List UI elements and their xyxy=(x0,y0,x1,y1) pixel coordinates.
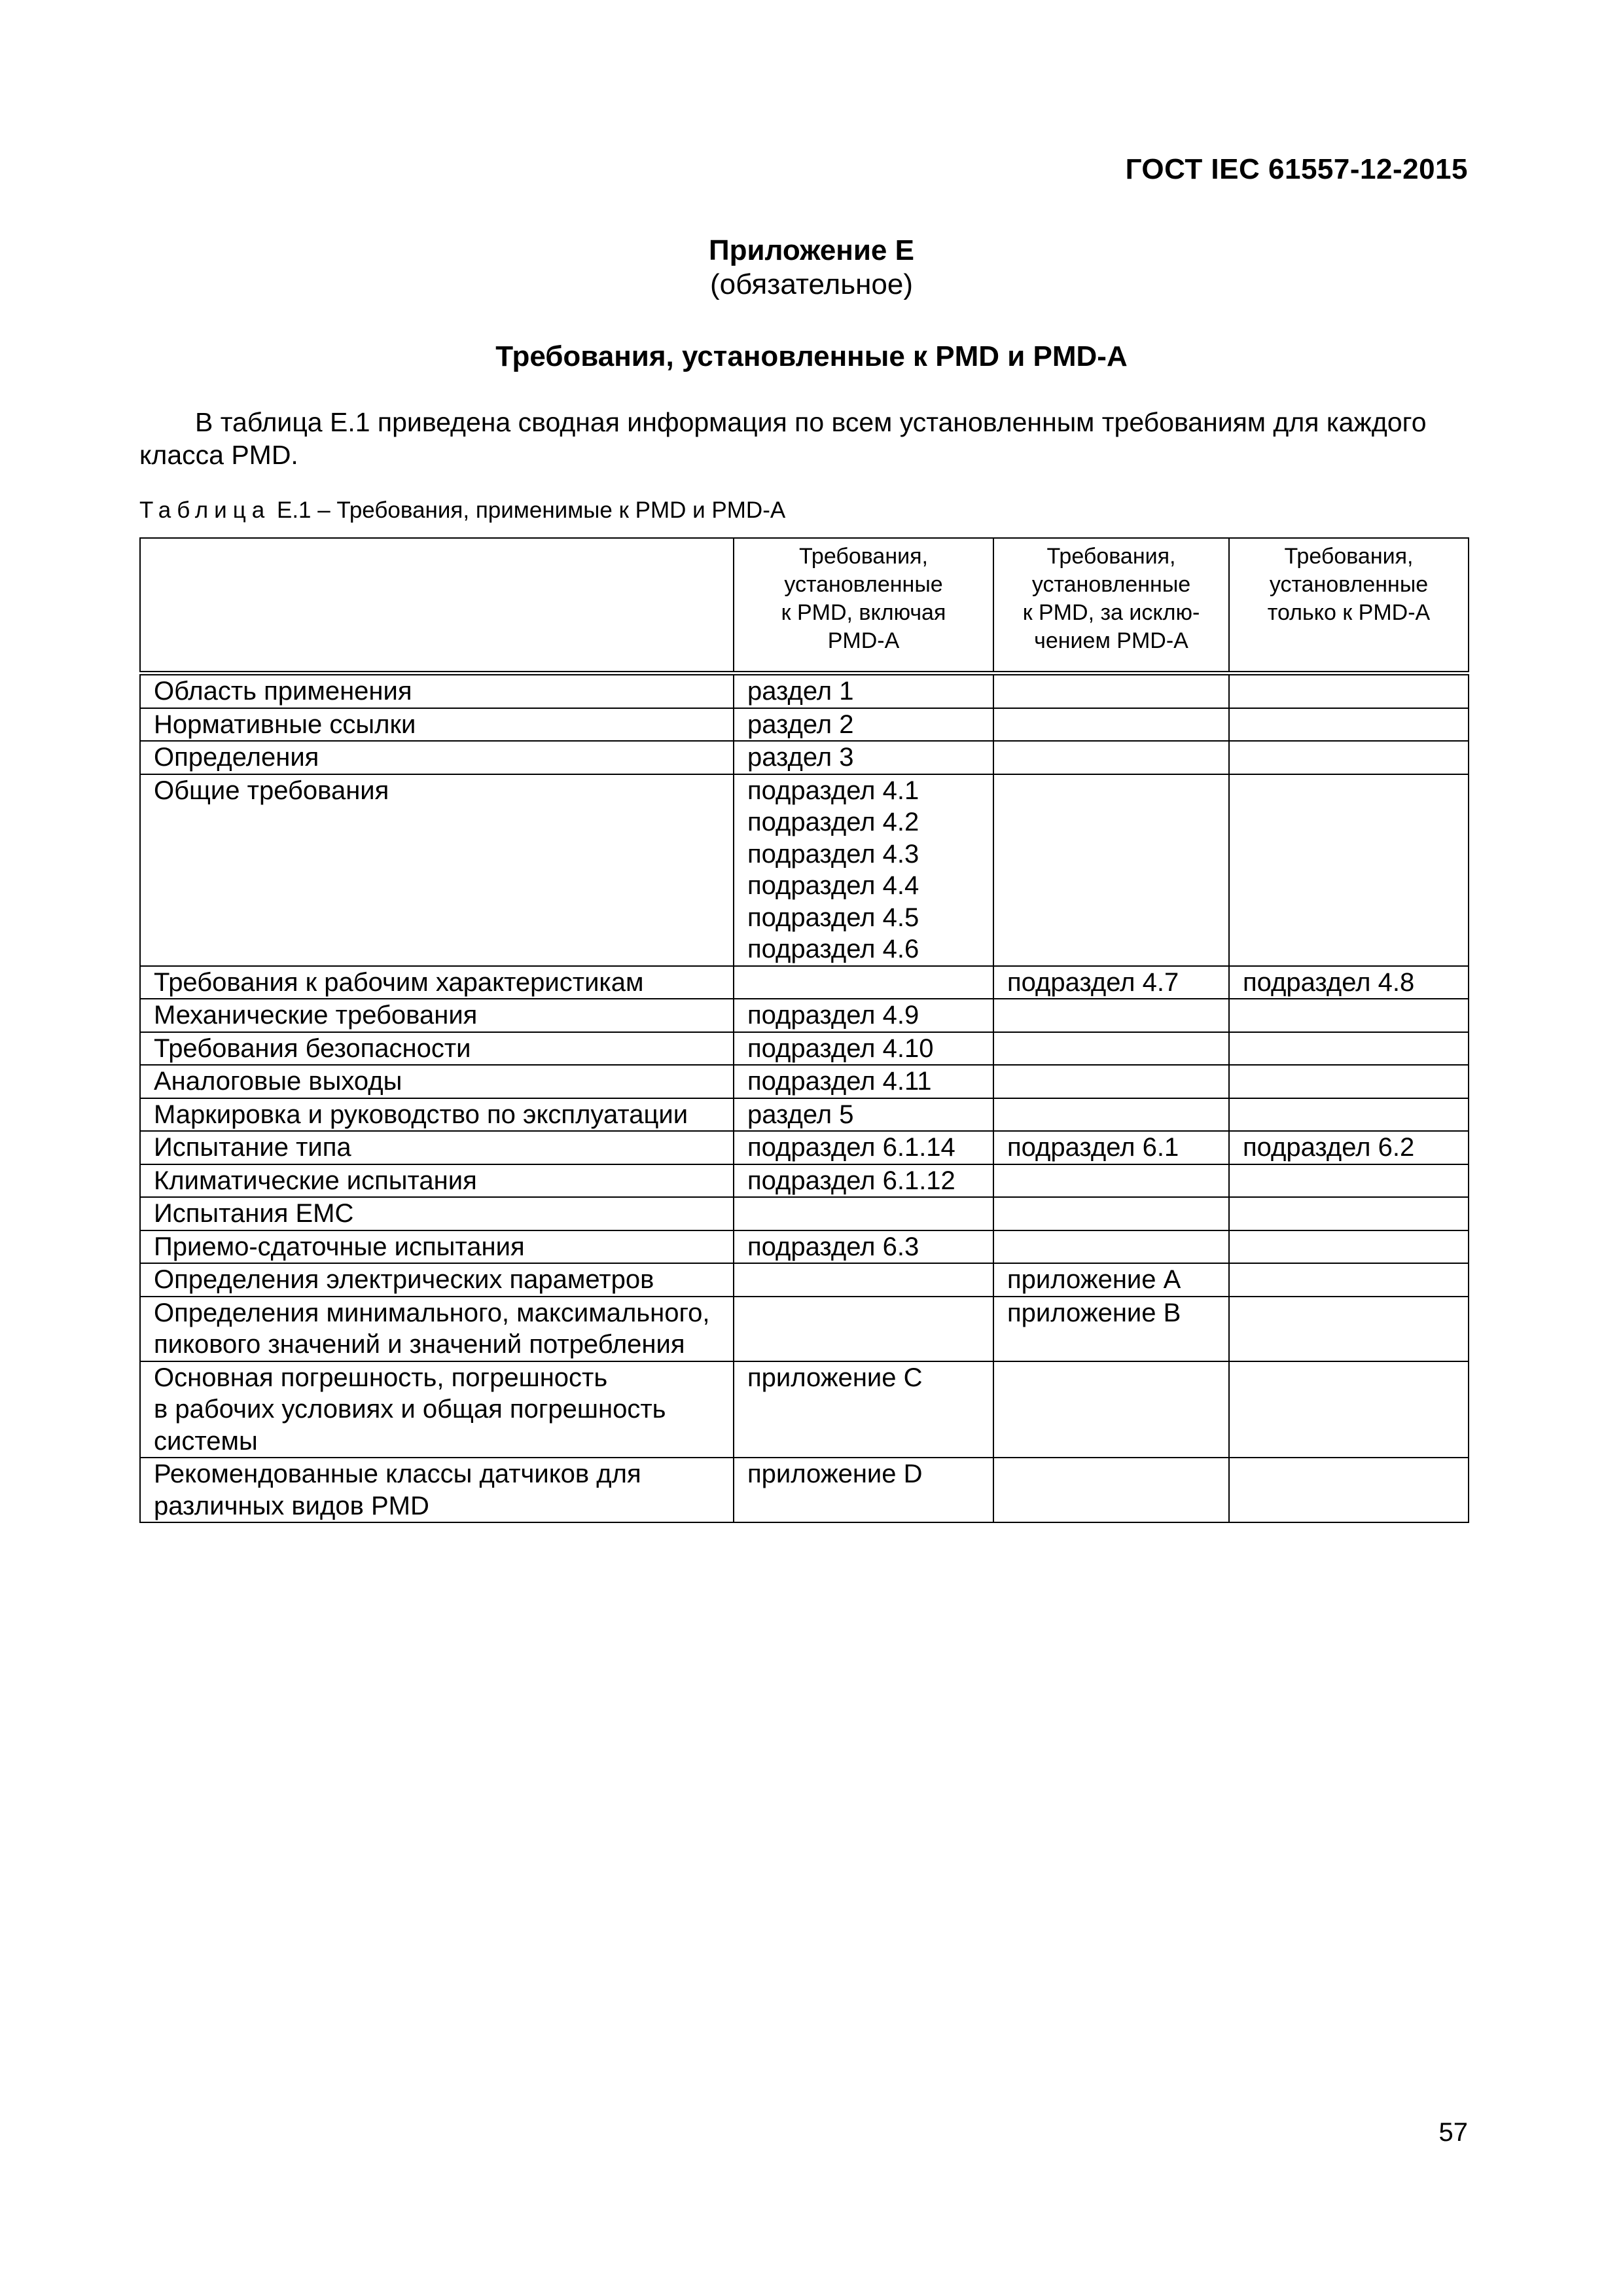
header-line: PMD-A xyxy=(827,628,900,653)
table-row xyxy=(140,1361,1469,1458)
table-row xyxy=(140,999,1469,1032)
cell-pmd-excluding-pmd-a xyxy=(993,741,1229,774)
table-row xyxy=(140,1230,1469,1264)
cell-line: раздел 1 xyxy=(747,677,854,706)
intro-paragraph: В таблица Е.1 приведена сводная информация по всем установленным требованиям для каждого класса PMD. xyxy=(139,407,1427,470)
cell-line: подраздел 6.2 xyxy=(1243,1133,1415,1162)
cell-line: подраздел 4.1 xyxy=(747,776,919,805)
cell-pmd-excluding-pmd-a xyxy=(993,1098,1229,1132)
cell-pmd-excluding-pmd-a xyxy=(993,1164,1229,1198)
cell-pmd-a-only xyxy=(1229,1131,1469,1164)
cell-topic xyxy=(140,1361,734,1458)
cell-line: Определения минимального, максимального, xyxy=(154,1298,710,1327)
cell-pmd-excluding-pmd-a xyxy=(993,1230,1229,1264)
cell-pmd-excluding-pmd-a xyxy=(993,1458,1229,1522)
cell-pmd-excluding-pmd-a xyxy=(993,774,1229,966)
cell-pmd-excluding-pmd-a xyxy=(993,1032,1229,1066)
cell-topic xyxy=(140,966,734,999)
cell-pmd-a-only xyxy=(1229,1197,1469,1230)
cell-line: Требования безопасности xyxy=(154,1033,471,1063)
cell-pmd-including-pmd-a xyxy=(734,1197,993,1230)
cell-pmd-including-pmd-a xyxy=(734,741,993,774)
cell-pmd-including-pmd-a xyxy=(734,774,993,966)
cell-topic xyxy=(140,1297,734,1361)
cell-pmd-a-only xyxy=(1229,1098,1469,1132)
cell-line: приложение А xyxy=(1007,1265,1181,1294)
cell-line: подраздел 4.7 xyxy=(1007,967,1179,997)
cell-topic xyxy=(140,1230,734,1264)
cell-pmd-a-only xyxy=(1229,1458,1469,1522)
cell-pmd-a-only xyxy=(1229,1230,1469,1264)
header-line: установленные xyxy=(784,572,943,597)
cell-topic xyxy=(140,1263,734,1297)
cell-pmd-including-pmd-a xyxy=(734,1230,993,1264)
table-row xyxy=(140,1032,1469,1066)
cell-pmd-a-only xyxy=(1229,1164,1469,1198)
cell-pmd-a-only xyxy=(1229,1361,1469,1458)
cell-line: подраздел 4.2 xyxy=(747,808,919,836)
header-line: установленные xyxy=(1031,572,1191,597)
cell-pmd-including-pmd-a xyxy=(734,1263,993,1297)
header-line: Требования, xyxy=(799,544,928,569)
table-row xyxy=(140,1098,1469,1132)
cell-topic xyxy=(140,1065,734,1098)
cell-pmd-including-pmd-a xyxy=(734,1032,993,1066)
annex-title: Приложение Е xyxy=(709,234,914,266)
cell-pmd-including-pmd-a xyxy=(734,1065,993,1098)
header-line: к PMD, за исклю- xyxy=(1022,600,1200,625)
cell-pmd-excluding-pmd-a xyxy=(993,1361,1229,1458)
cell-topic xyxy=(140,1197,734,1230)
table-caption-label: Таблица xyxy=(139,497,271,523)
table-row xyxy=(140,1197,1469,1230)
cell-pmd-including-pmd-a xyxy=(734,673,993,708)
document-code: ГОСТ IEC 61557-12-2015 xyxy=(1125,153,1468,185)
cell-line: раздел 3 xyxy=(747,743,854,772)
cell-topic xyxy=(140,673,734,708)
cell-pmd-excluding-pmd-a xyxy=(993,999,1229,1032)
table-row xyxy=(140,1297,1469,1361)
cell-pmd-a-only xyxy=(1229,708,1469,742)
table-row xyxy=(140,1458,1469,1522)
cell-pmd-a-only xyxy=(1229,999,1469,1032)
cell-topic xyxy=(140,1032,734,1066)
cell-pmd-including-pmd-a xyxy=(734,999,993,1032)
cell-pmd-including-pmd-a xyxy=(734,1361,993,1458)
table-caption xyxy=(139,496,785,525)
cell-line: подраздел 4.5 xyxy=(747,903,919,932)
cell-line: подраздел 4.8 xyxy=(1243,967,1415,997)
cell-topic xyxy=(140,1458,734,1522)
table-row xyxy=(140,1131,1469,1164)
page-number: 57 xyxy=(1438,2118,1468,2147)
cell-line: пикового значений и значений потребления xyxy=(154,1330,685,1359)
cell-line: подраздел 4.9 xyxy=(747,1001,919,1030)
header-line: Требования, xyxy=(1284,544,1414,569)
table-row xyxy=(140,708,1469,742)
cell-line: приложение В xyxy=(1007,1298,1181,1327)
cell-pmd-including-pmd-a xyxy=(734,966,993,999)
cell-line: подраздел 6.1.14 xyxy=(747,1133,955,1162)
table-body xyxy=(140,673,1469,1523)
cell-line: раздел 5 xyxy=(747,1100,854,1129)
cell-pmd-including-pmd-a xyxy=(734,1098,993,1132)
cell-topic xyxy=(140,999,734,1032)
header-line: только к PMD-A xyxy=(1267,600,1431,625)
requirements-table xyxy=(139,537,1469,1523)
cell-line: подраздел 4.3 xyxy=(747,839,919,869)
header-line: установленные xyxy=(1269,572,1429,597)
header-line: чением PMD-A xyxy=(1034,628,1188,653)
cell-pmd-a-only xyxy=(1229,1297,1469,1361)
cell-pmd-excluding-pmd-a xyxy=(993,1297,1229,1361)
cell-pmd-excluding-pmd-a xyxy=(993,1131,1229,1164)
table-row xyxy=(140,741,1469,774)
cell-line: подраздел 4.11 xyxy=(747,1067,932,1096)
table-row xyxy=(140,1164,1469,1198)
cell-pmd-a-only xyxy=(1229,1065,1469,1098)
cell-line: в рабочих условиях и общая погрешность xyxy=(154,1395,666,1424)
cell-pmd-a-only xyxy=(1229,774,1469,966)
cell-topic xyxy=(140,741,734,774)
cell-pmd-a-only xyxy=(1229,741,1469,774)
table-row xyxy=(140,1263,1469,1297)
cell-line: Нормативные ссылки xyxy=(154,709,416,739)
cell-pmd-excluding-pmd-a xyxy=(993,708,1229,742)
cell-line: Испытания ЕМС xyxy=(154,1199,354,1228)
cell-line: Требования к рабочим характеристикам xyxy=(154,967,644,997)
annex-status: (обязательное) xyxy=(709,268,914,300)
cell-pmd-excluding-pmd-a xyxy=(993,966,1229,999)
section-title: Требования, установленные к PMD и PMD-A xyxy=(495,340,1128,372)
cell-pmd-excluding-pmd-a xyxy=(993,673,1229,708)
cell-pmd-a-only xyxy=(1229,673,1469,708)
header-pmd-including-pmd-a xyxy=(734,538,993,673)
header-line: к PMD, включая xyxy=(781,600,946,625)
cell-line: подраздел 4.6 xyxy=(747,935,919,963)
table-row xyxy=(140,1065,1469,1098)
cell-pmd-including-pmd-a xyxy=(734,1131,993,1164)
cell-line: подраздел 4.10 xyxy=(747,1033,934,1063)
cell-line: Климатические испытания xyxy=(154,1166,477,1195)
cell-pmd-a-only xyxy=(1229,1032,1469,1066)
cell-pmd-including-pmd-a xyxy=(734,1297,993,1361)
cell-line: подраздел 6.1.12 xyxy=(747,1166,955,1195)
cell-pmd-a-only xyxy=(1229,1263,1469,1297)
cell-line: системы xyxy=(154,1426,258,1456)
cell-topic xyxy=(140,1098,734,1132)
cell-line: приложение D xyxy=(747,1460,923,1488)
cell-line: Аналоговые выходы xyxy=(154,1067,402,1096)
cell-line: подраздел 6.3 xyxy=(747,1232,919,1261)
table-header-row xyxy=(140,538,1469,673)
cell-topic xyxy=(140,1164,734,1198)
header-topic xyxy=(140,538,734,673)
cell-pmd-including-pmd-a xyxy=(734,708,993,742)
cell-line: подраздел 6.1 xyxy=(1007,1133,1179,1162)
cell-pmd-excluding-pmd-a xyxy=(993,1065,1229,1098)
cell-line: Приемо-сдаточные испытания xyxy=(154,1232,525,1261)
table-row xyxy=(140,966,1469,999)
header-pmd-a-only xyxy=(1229,538,1469,673)
cell-pmd-excluding-pmd-a xyxy=(993,1263,1229,1297)
table-caption-text: Е.1 – Требования, применимые к PMD и PMD-A xyxy=(276,497,786,523)
cell-line: Механические требования xyxy=(154,1001,478,1030)
cell-topic xyxy=(140,708,734,742)
table-row xyxy=(140,774,1469,966)
cell-line: Определения электрических параметров xyxy=(154,1265,654,1294)
cell-line: Испытание типа xyxy=(154,1133,351,1162)
cell-line: различных видов PMD xyxy=(154,1491,429,1520)
cell-topic xyxy=(140,774,734,966)
cell-line: раздел 2 xyxy=(747,709,854,739)
cell-line: Рекомендованные классы датчиков для xyxy=(154,1460,641,1488)
cell-line: Определения xyxy=(154,743,319,772)
cell-pmd-excluding-pmd-a xyxy=(993,1197,1229,1230)
cell-pmd-including-pmd-a xyxy=(734,1458,993,1522)
table-row xyxy=(140,673,1469,708)
cell-line: подраздел 4.4 xyxy=(747,871,919,900)
header-line: Требования, xyxy=(1046,544,1176,569)
cell-pmd-including-pmd-a xyxy=(734,1164,993,1198)
cell-pmd-a-only xyxy=(1229,966,1469,999)
cell-line: приложение С xyxy=(747,1363,923,1392)
cell-topic xyxy=(140,1131,734,1164)
cell-line: Общие требования xyxy=(154,776,389,805)
cell-line: Основная погрешность, погрешность xyxy=(154,1363,608,1392)
header-pmd-excluding-pmd-a xyxy=(993,538,1229,673)
cell-line: Маркировка и руководство по эксплуатации xyxy=(154,1100,688,1129)
cell-line: Область применения xyxy=(154,677,412,706)
